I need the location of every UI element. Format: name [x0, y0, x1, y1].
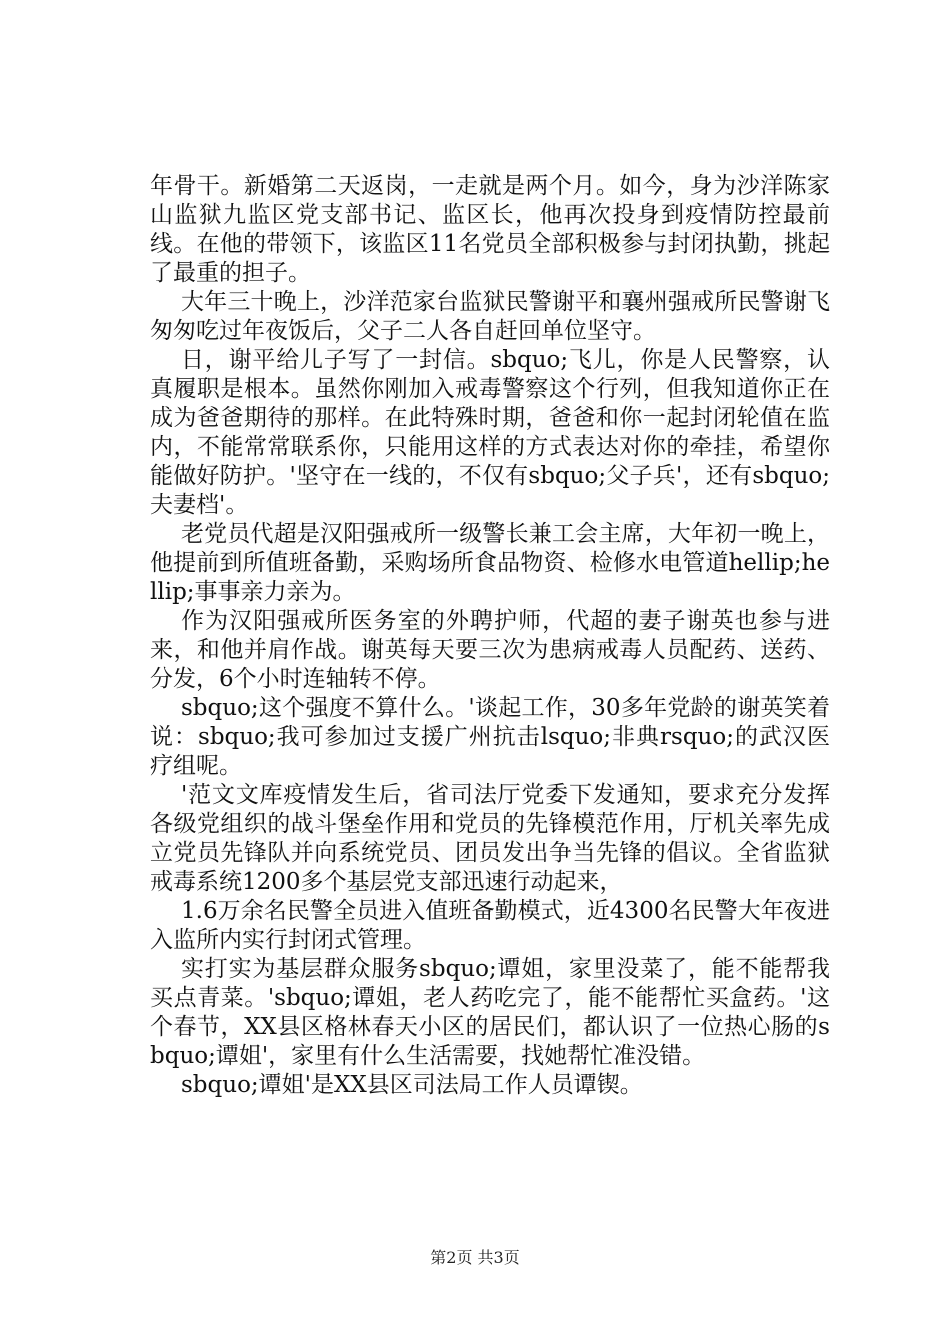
paragraph-1: 年骨干。新婚第二天返岗，一走就是两个月。如今，身为沙洋陈家山监狱九监区党支部书记、监区长，他再次投身到疫情防控最前线。在他的带领下，该监区11名党员全部积极参与封闭执勤，挑起了最重的担子。	[150, 173, 830, 286]
paragraph-2: 大年三十晚上，沙洋范家台监狱民警谢平和襄州强戒所民警谢飞匆匆吃过年夜饭后，父子二人各自赶回单位坚守。	[150, 289, 830, 344]
page-footer: 第2页 共3页	[430, 1248, 520, 1267]
paragraph-4: 老党员代超是汉阳强戒所一级警长兼工会主席，大年初一晚上，他提前到所值班备勤，采购场所食品物资、检修水电管道hellip;hellip;事事亲力亲为。	[150, 521, 830, 605]
paragraph-8: 1.6万余名民警全员进入值班备勤模式，近4300名民警大年夜进入监所内实行封闭式管理。	[150, 898, 830, 953]
paragraph-5: 作为汉阳强戒所医务室的外聘护师，代超的妻子谢英也参与进来，和他并肩作战。谢英每天要三次为患病戒毒人员配药、送药、分发，6个小时连轴转不停。	[150, 608, 830, 692]
paragraph-10: sbquo;谭姐'是XX县区司法局工作人员谭锲。	[181, 1072, 643, 1098]
document-body	[150, 172, 830, 1100]
paragraph-6: sbquo;这个强度不算什么。'谈起工作，30多年党龄的谢英笑着说：sbquo;我可参加过支援广州抗击lsquo;非典rsquo;的武汉医疗组呢。	[150, 695, 830, 779]
paragraph-3: 日，谢平给儿子写了一封信。sbquo;飞儿，你是人民警察，认真履职是根本。虽然你刚加入戒毒警察这个行列，但我知道你正在成为爸爸期待的那样。在此特殊时期，爸爸和你一起封闭轮值在监内，不能常常联系你，只能用这样的方式表达对你的牵挂，希望你能做好防护。'坚守在一线的，不仅有sbquo;父子兵'，还有sbquo;夫妻档'。	[150, 347, 830, 518]
paragraph-9: 实打实为基层群众服务sbquo;谭姐，家里没菜了，能不能帮我买点青菜。'sbquo;谭姐，老人药吃完了，能不能帮忙买盒药。'这个春节，XX县区格林春天小区的居民们，都认识了一位热心肠的sbquo;谭姐'，家里有什么生活需要，找她帮忙准没错。	[150, 956, 830, 1069]
paragraph-7: '范文文库疫情发生后，省司法厅党委下发通知，要求充分发挥各级党组织的战斗堡垒作用和党员的先锋模范作用，厅机关率先成立党员先锋队并向系统党员、团员发出争当先锋的倡议。全省监狱戒毒系统1200多个基层党支部迅速行动起来，	[150, 782, 830, 895]
